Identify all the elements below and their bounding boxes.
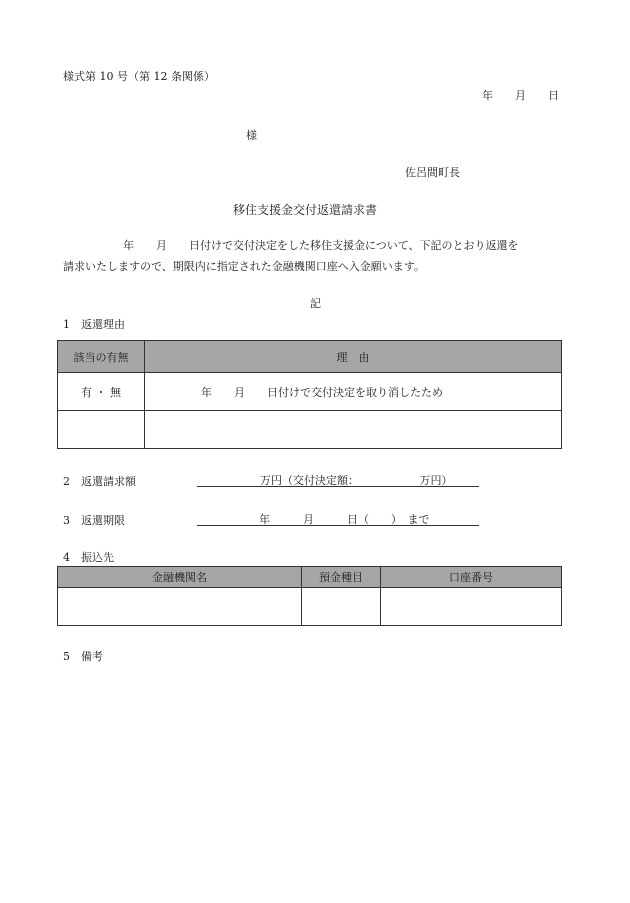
account-number-cell[interactable] <box>381 588 562 626</box>
section-2-label: 2 返還請求額 <box>63 475 136 488</box>
section-4-label: 4 振込先 <box>63 551 114 564</box>
bank-table <box>57 566 562 626</box>
addressee-suffix: 様 <box>246 129 257 142</box>
amount-text: 万円（交付決定額： 万円） <box>260 474 453 487</box>
header-deposit-type: 預金種目 <box>302 567 381 588</box>
deposit-type-cell[interactable] <box>302 588 381 626</box>
header-applicable: 該当の有無 <box>58 341 145 373</box>
section-3-label: 3 返還期限 <box>63 514 125 527</box>
page-title: 移住支援金交付返還請求書 <box>233 203 378 217</box>
ki-mark: 記 <box>310 297 321 310</box>
deadline-field[interactable] <box>197 511 479 526</box>
reason-cell-empty[interactable] <box>145 411 562 449</box>
amount-field[interactable] <box>197 472 479 487</box>
form-number: 様式第 10 号（第 12 条関係） <box>63 70 215 83</box>
intro-line-2: 請求いたしますので、期限内に指定された金融機関口座へ入金願います。 <box>63 260 425 273</box>
section-5-label: 5 備考 <box>63 650 103 663</box>
yes-no-cell-empty[interactable] <box>58 411 145 449</box>
reason-table <box>57 340 562 449</box>
bank-name-cell[interactable] <box>58 588 302 626</box>
header-reason: 理 由 <box>145 341 562 373</box>
yes-no-choice[interactable]: 有 ・ 無 <box>58 373 145 411</box>
deadline-text: 年 月 日（ ） まで <box>259 513 430 526</box>
header-bank-name: 金融機関名 <box>58 567 302 588</box>
date-line: 年 月 日 <box>482 89 559 102</box>
issuer: 佐呂間町長 <box>405 166 460 179</box>
section-1-label: 1 返還理由 <box>63 318 125 331</box>
intro-paragraph <box>63 235 571 277</box>
header-account-number: 口座番号 <box>381 567 562 588</box>
reason-text: 年 月 日付けで交付決定を取り消したため <box>145 373 562 411</box>
intro-line-1: 年 月 日付けで交付決定をした移住支援金について、下記のとおり返還を <box>123 239 519 252</box>
